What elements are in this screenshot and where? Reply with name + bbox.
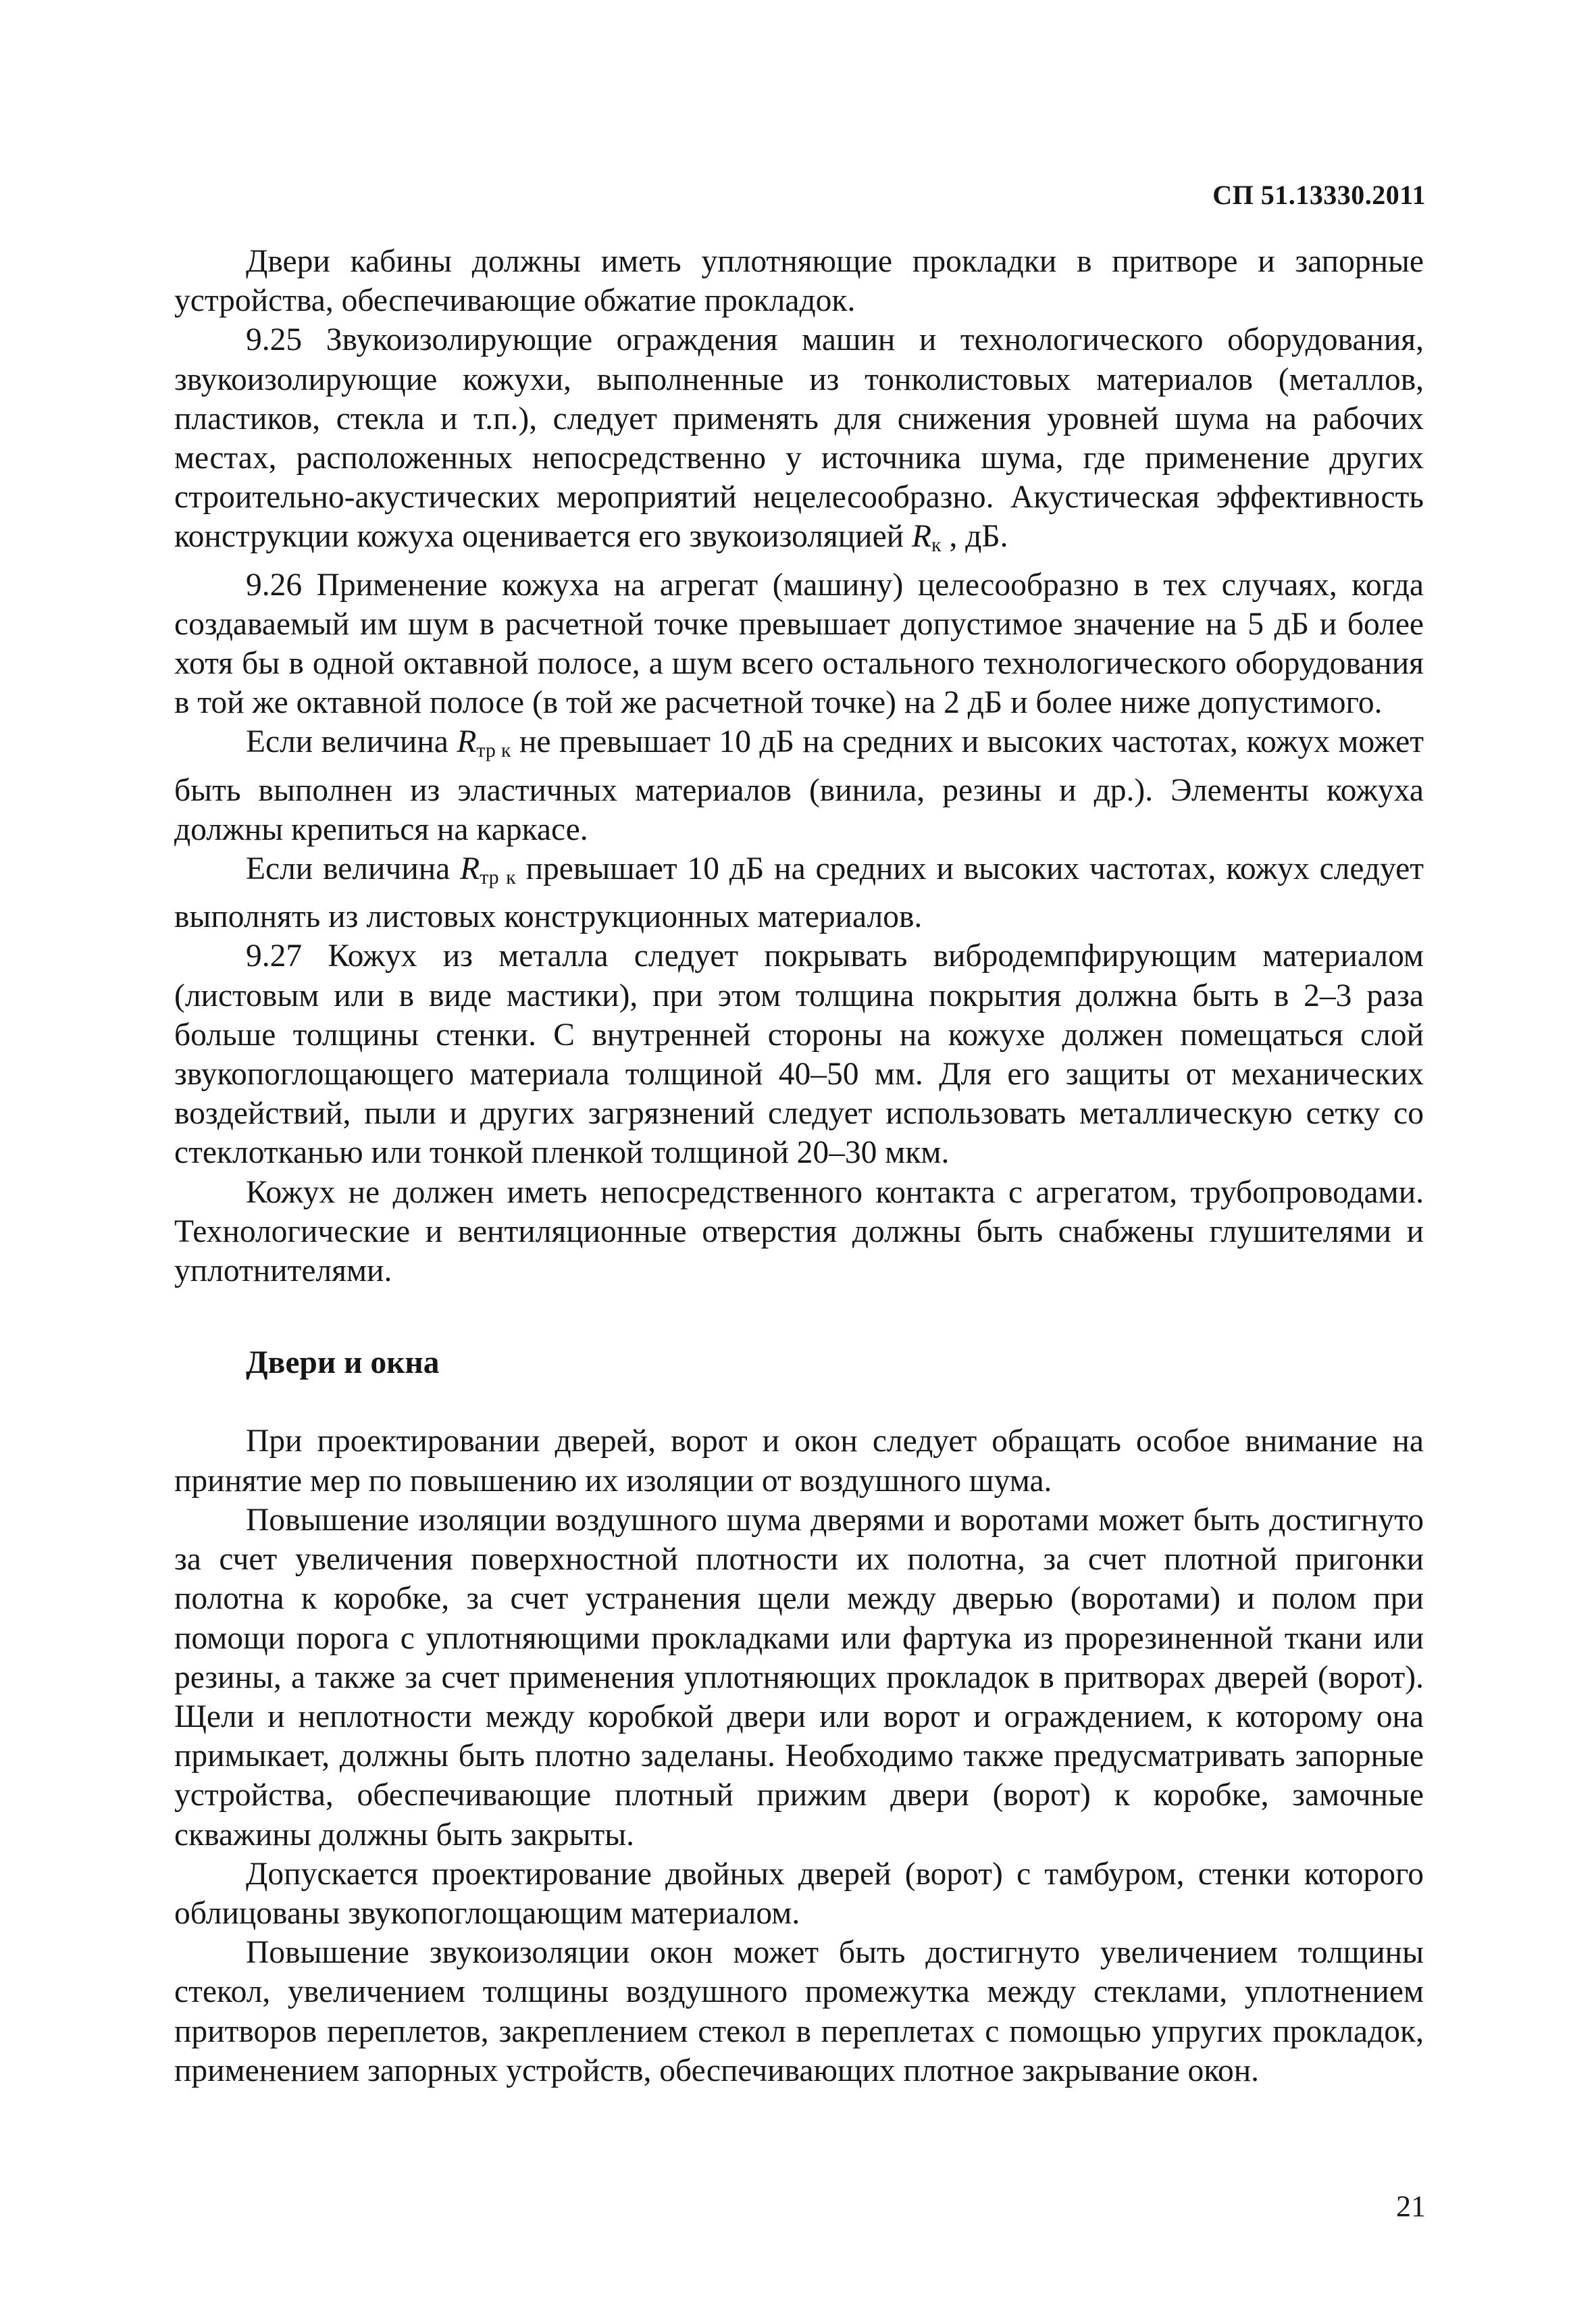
paragraph-no-contact: Кожух не должен иметь непосредственного контакта с агрегатом, трубопроводами. Технологические и вентиляционные отверстия должны быть снабжены глушителями и уплотнителями. xyxy=(174,1174,1424,1289)
paragraph-9-27: 9.27 Кожух из металла следует покрывать вибродемпфирующим материалом (листовым или в виде мастики), при этом толщина покрытия должна быть в 2–3 раза больше толщины стенки. С внутренней стороны на кожухе должен помещаться слой звукопоглощающего материала толщиной 40–50 мм. Для его защиты от механических воздействий, пыли и других загрязнений следует использовать металлическую сетку со стеклотканью или тонкой пленкой толщиной 20–30 мкм. xyxy=(174,938,1424,1171)
paragraph-design-doors: При проектировании дверей, ворот и окон следует обращать особое внимание на принятие мер по повышению их изоляции от воздушного шума. xyxy=(174,1424,1424,1499)
paragraph-9-26: 9.26 Применение кожуха на агрегат (машину) целесообразно в тех случаях, когда создаваемый им шум в расчетной точке превышает допустимое значение на 5 дБ и более хотя бы в одной октавной полосе, а шум всего остального технологического оборудования в той же октавной полосе (в той же расчетной точке) на 2 дБ и более ниже допустимого. xyxy=(174,567,1424,721)
page-number: 21 xyxy=(1396,2190,1426,2223)
symbol-rk xyxy=(911,519,942,557)
symbol-rtrk xyxy=(457,724,511,762)
paragraph-9-25-end: , дБ. xyxy=(949,519,1008,555)
document-code: СП 51.13330.2011 xyxy=(1212,180,1426,210)
document-body xyxy=(174,242,1424,2090)
paragraph-window-insulation: Повышение звукоизоляции окон может быть достигнуто увеличением толщины стекол, увеличением толщины воздушного промежутка между стеклами, уплотнением притворов переплетов, закреплением стекол в переплетах с помощью упругих прокладок, применением запорных устройств, обеспечивающих плотное закрывание окон. xyxy=(174,1935,1424,2088)
symbol-rtrk-subscript: тр к xyxy=(476,739,511,762)
paragraph-elastic-end: не превышает 10 дБ на средних и высоких частотах, кожух может быть выполнен из эластичных материалов (винила, резины и др.). Элементы кожуха должны крепиться на каркасе. xyxy=(174,724,1424,847)
section-heading-doors-windows: Двери и окна xyxy=(246,1345,440,1381)
paragraph-sheet-materials xyxy=(174,849,1424,936)
symbol-rtrk-2-main: R xyxy=(460,851,480,887)
section-spacer xyxy=(174,1382,1424,1422)
symbol-rk-main: R xyxy=(911,519,931,555)
symbol-rtrk-2 xyxy=(460,851,516,889)
symbol-rk-subscript: к xyxy=(931,534,942,557)
paragraph-9-25-text: 9.25 Звукоизолирующие ограждения машин и технологического оборудования, звукоизолирующие кожухи, выполненные из тонколистовых материалов (металлов, пластиков, стекла и т.п.), следует применять для снижения уровней шума на рабочих местах, расположенных непосредственно у источника шума, где применение других строительно-акустических мероприятий нецелесообразно. Акустическая эффективность конструкции кожуха оценивается его звукоизоляцией xyxy=(174,322,1424,555)
paragraph-sheet-end: превышает 10 дБ на средних и высоких частотах, кожух следует выполнять из листовых конструкционных материалов. xyxy=(174,851,1424,935)
paragraph-elastic-start: Если величина xyxy=(246,724,448,760)
paragraph-cabin-doors: Двери кабины должны иметь уплотняющие прокладки в притворе и запорные устройства, обеспечивающие обжатие прокладок. xyxy=(174,244,1424,319)
symbol-rtrk-2-subscript: тр к xyxy=(480,866,516,889)
paragraph-sheet-start: Если величина xyxy=(246,851,451,887)
paragraph-double-doors: Допускается проектирование двойных дверей (ворот) с тамбуром, стенки которого облицованы звукопоглощающим материалом. xyxy=(174,1856,1424,1931)
paragraph-elastic-materials xyxy=(174,722,1424,849)
paragraph-9-25 xyxy=(174,320,1424,565)
paragraph-door-insulation: Повышение изоляции воздушного шума дверями и воротами может быть достигнуто за счет увеличения поверхностной плотности их полотна, за счет плотной пригонки полотна к коробке, за счет устранения щели между дверью (воротами) и полом при помощи порога с уплотняющими прокладками или фартука из прорезиненной ткани или резины, а также за счет применения уплотняющих прокладок в притворах дверей (ворот). Щели и неплотности между коробкой двери или ворот и ограждением, к которому она примыкает, должны быть плотно заделаны. Необходимо также предусматривать запорные устройства, обеспечивающие плотный прижим двери (ворот) к коробке, замочные скважины должны быть закрыты. xyxy=(174,1502,1424,1853)
symbol-rtrk-main: R xyxy=(457,724,477,760)
